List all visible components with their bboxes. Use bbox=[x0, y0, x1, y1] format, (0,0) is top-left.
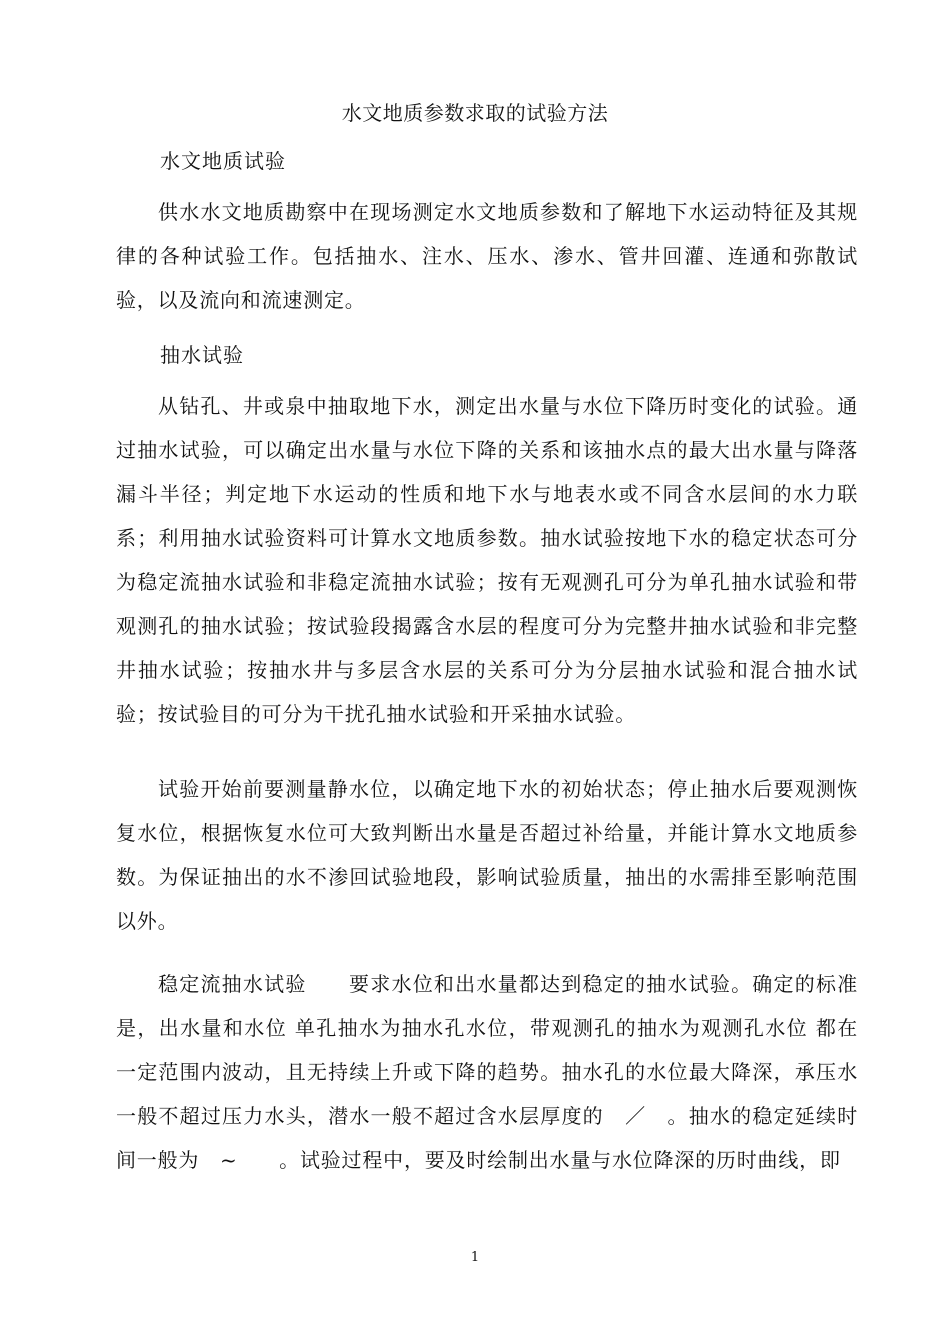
paragraph-hydrogeological-test-definition: 供水水文地质勘察中在现场测定水文地质参数和了解地下水运动特征及其规律的各种试验工作。包括抽水、注水、压水、渗水、管井回灌、连通和弥散试验，以及流向和流速测定。 bbox=[116, 200, 858, 312]
document-title: 水文地质参数求取的试验方法 bbox=[341, 101, 609, 125]
section-heading-hydrogeological-test: 水文地质试验 bbox=[160, 149, 286, 173]
paragraph-steady-flow-pumping-test: 稳定流抽水试验 要求水位和出水量都达到稳定的抽水试验。确定的标准是，出水量和水位 单孔抽水为抽水孔水位，带观测孔的抽水为观测孔水位 都在一定范围内波动，且无持续上升或下降的趋势。抽水孔的水位最大降深，承压水一般不超过压力水头，潜水一般不超过含水层厚度的 ／ 。抽水的稳定延续时间一般为 ~ 。试验过程中，要及时绘制出水量与水位降深的历时曲线，即 bbox=[116, 972, 858, 1172]
paragraph-static-water-level: 试验开始前要测量静水位，以确定地下水的初始状态；停止抽水后要观测恢复水位，根据恢复水位可大致判断出水量是否超过补给量，并能计算水文地质参数。为保证抽出的水不渗回试验地段，影响试验质量，抽出的水需排至影响范围以外。 bbox=[116, 777, 858, 933]
page-number: 1 bbox=[470, 1250, 480, 1265]
section-heading-pumping-test: 抽水试验 bbox=[160, 343, 244, 367]
paragraph-pumping-test-definition: 从钻孔、井或泉中抽取地下水，测定出水量与水位下降历时变化的试验。通过抽水试验，可以确定出水量与水位下降的关系和该抽水点的最大出水量与降落漏斗半径；判定地下水运动的性质和地下水与地表水或不同含水层间的水力联系；利用抽水试验资料可计算水文地质参数。抽水试验按地下水的稳定状态可分为稳定流抽水试验和非稳定流抽水试验；按有无观测孔可分为单孔抽水试验和带观测孔的抽水试验；按试验段揭露含水层的程度可分为完整井抽水试验和非完整井抽水试验；按抽水井与多层含水层的关系可分为分层抽水试验和混合抽水试验；按试验目的可分为干扰孔抽水试验和开采抽水试验。 bbox=[116, 394, 858, 726]
